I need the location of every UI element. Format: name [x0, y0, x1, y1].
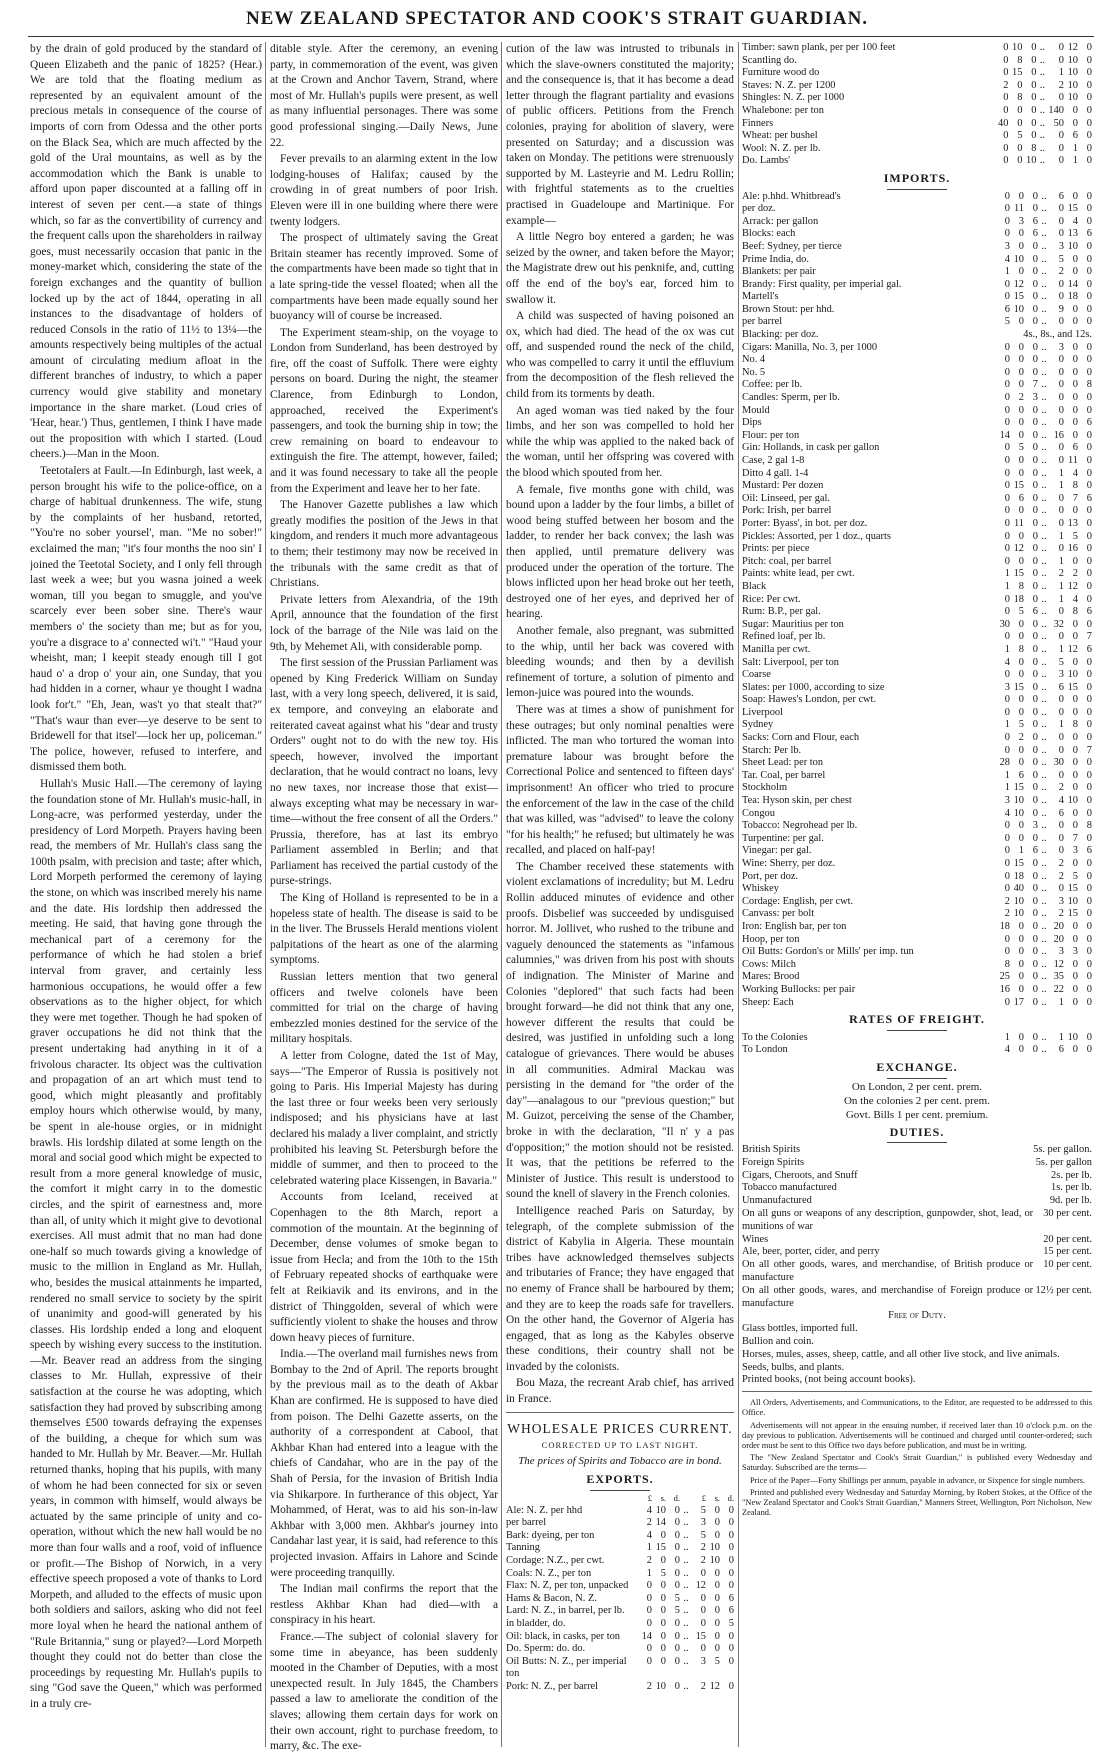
article-paragraph: A child was suspected of having poisoned an ox, which had died. The head of the ox was cut off, and suspended round the neck of the child, who was compelled to carry it until the effluvium from the decomposition of the flesh relieved the child from its torments by death. — [506, 310, 734, 401]
price-row: Brown Stout: per hhd. 6 10 0 .. 9 0 0 — [742, 303, 1092, 315]
price-row: Cordage: N.Z., per cwt. 2 0 0 .. 2 10 0 — [506, 1555, 734, 1566]
price-row: Cigars: Manilla, No. 3, per 1000 0 0 0 .. 3 0 0 — [742, 341, 1092, 353]
price-row: Cordage: English, per cwt. 2 10 0 .. 3 10 0 — [742, 895, 1092, 907]
article-paragraph: Fever prevails to an alarming extent in the low lodging-houses of Halifax; caused by the crowding in of great numbers of poor Irish. Eleven were ill in one building where there were twenty lodgers. — [270, 153, 498, 228]
price-row: Hams & Bacon, N. Z. 0 0 5 .. 0 0 6 — [506, 1592, 734, 1604]
price-row: Tanning 1 15 0 .. 2 10 0 — [506, 1542, 734, 1554]
column-4 — [742, 42, 1092, 1520]
notice-paragraph: The "New Zealand Spectator and Cook's Strait Guardian," is published every Wednesday and Saturday. Subscribed are the terms— — [742, 1453, 1092, 1473]
exports-table — [506, 1492, 734, 1694]
column-divider — [738, 42, 739, 1747]
imports-heading: IMPORTS. — [742, 171, 1092, 190]
units-header: £ s. d. £ s. d. — [647, 1493, 734, 1504]
price-row: Mould 0 0 0 .. 0 0 0 — [742, 404, 1092, 416]
price-row: Sugar: Mauritius per ton 30 0 0 .. 32 0 0 — [742, 618, 1092, 630]
price-row: per barrel 5 0 0 .. 0 0 0 — [742, 316, 1092, 328]
price-row: Pitch: coal, per barrel 0 0 0 .. 1 0 0 — [742, 555, 1092, 567]
price-row: Timber: sawn plank, per per 100 feet 0 10 0 .. 0 12 0 — [742, 42, 1092, 53]
price-row: Brandy: First quality, per imperial gal. 0 12 0 .. 0 14 0 — [742, 278, 1092, 290]
price-row: Ale: p.hhd. Whitbread's 0 0 0 .. 6 0 0 — [742, 190, 1092, 202]
duty-row: On all other goods, wares, and merchandise, of British produce or manufacture 10 per cent. — [742, 1259, 1092, 1284]
price-row: Wine: Sherry, per doz. 0 15 0 .. 2 0 0 — [742, 858, 1092, 869]
price-row: Manilla per cwt. 1 8 0 .. 1 12 6 — [742, 643, 1092, 655]
prices-title: WHOLESALE PRICES CURRENT. — [507, 1420, 733, 1436]
column-3 — [506, 42, 734, 1694]
price-row: Whiskey 0 40 0 .. 0 15 0 — [742, 883, 1092, 895]
article-paragraph: A female, five months gone with child, was bound upon a ladder by the four limbs, a billet of wood being stuffed between her bosom and the ladder, to render her back convex; the lash was then applied, until premature delivery was produced under the operation of the torture. The blows inflicted upon her head broke out her teeth, destroyed one of her eyes, and deprived her of hearing. — [506, 483, 734, 621]
article-paragraph: Teetotalers at Fault.—In Edinburgh, last week, a person brought his wife to the police-office, on a charge of habitual drunkenness. The wife, stung by the complaints of her husband, retorted, "You're no sober yoursel', man. "Me no sober!" exclaimed the man; "it's four months the noo sin' I joined the Teetotal Society, and I only fell through last week a wee; but you wasna joined a week woman, till you began to smuggle, and you've scarcely ever been sober sine. There's waur members o' the society than me; but as for you, you're a disgrace to a' connected wi't." "Haud your wheisht, man; I keepit steady enough till I got haud o' a drop o' your ain, one Sunday, that you had hidden in a corner, whaur ye thought I wadna look for't." "Eh, Jean, was't yo that stealt that?" "That's waur than ever—ye deserve to be sent to Bridewell for that itsel'—lock her up, policeman." The police, however, refused to interfere, and dismissed them both. — [30, 465, 262, 774]
price-row: Soap: Hawes's London, per cwt. 0 0 0 .. 0 0 0 — [742, 694, 1092, 706]
price-row: Blacking: per doz. 4s., 8s., and 12s. — [742, 329, 1092, 341]
duty-row: Cigars, Cheroots, and Snuff 2s. per lb. — [742, 1169, 1092, 1181]
column-2 — [270, 42, 498, 1756]
price-row: Porter: Byass', in bot. per doz. 0 11 0 .. 0 13 0 — [742, 517, 1092, 529]
price-row: Flour: per ton 14 0 0 .. 16 0 0 — [742, 429, 1092, 441]
duty-row: Unmanufactured 9d. per lb. — [742, 1195, 1092, 1207]
duty-row: Wines 20 per cent. — [742, 1233, 1092, 1245]
article-paragraph: ditable style. After the ceremony, an evening party, in commemoration of the event, was given at the Crown and Anchor Tavern, Strand, where most of Mr. Hullah's pupils were present, as well as many influential personages. There was some good professional singing.—Daily News, June 22. — [270, 43, 498, 149]
price-row: Ditto 4 gall. 1-4 0 0 0 .. 1 4 0 — [742, 467, 1092, 479]
prices-note: The prices of Spirits and Tobacco are in bond. — [518, 1454, 722, 1467]
article-paragraph: Russian letters mention that two general officers and twelve colonels have been committed for trial on the charge of having embezzled monies destined for the service of the military hospitals. — [270, 971, 498, 1046]
price-row: Tar. Coal, per barrel 1 6 0 .. 0 0 0 — [742, 769, 1092, 781]
duty-row: Bullion and coin. — [742, 1336, 814, 1348]
price-row: per doz. 0 11 0 .. 0 15 0 — [742, 203, 1092, 215]
duty-row: Printed books, (not being account books). — [742, 1374, 916, 1386]
price-row: Tea: Hyson skin, per chest 3 10 0 .. 4 10 0 — [742, 795, 1092, 807]
price-row: Oil Butts: Gordon's or Mills' per imp. tun 0 0 0 .. 3 3 0 — [742, 946, 1092, 958]
freight-heading: RATES OF FREIGHT. — [742, 1012, 1092, 1031]
price-row: Iron: English bar, per ton 18 0 0 .. 20 0 0 — [742, 920, 1092, 932]
price-row: Flax: N. Z, per ton, unpacked 0 0 0 .. 12 0 0 — [506, 1580, 734, 1592]
article-paragraph: Hullah's Music Hall.—The ceremony of laying the foundation stone of Mr. Hullah's music-hall, in Long-acre, was performed yesterday, under the presidency of Lord Morpeth. Prayers having been read, the members of Mr. Hullah's class sang the 100th psalm, with precision and taste; after which, Lord Morpeth performed the ceremony of laying the stone, on which was inscribed merely his name and the date. His lordship then addressed the meeting. He said, that having gone through the mechanical part of a ceremony for the performance of which he had stolen a brief interval from graver, and certainly less harmonious occupations, he would offer a few observations as to the higher object, for which they were met together. Though he had spoken of graver occupations he did not think that the present undertaking had anything in it of a frivolous character. Its object was the cultivation and propagation of an art which must tend to good, which might pleasantly and profitably employ hours which otherwise would, by many, be spent in ale-house orgies, or in midnight brawls. His lordship dilated at some length on the moral and social good which might be expected to result from a more general knowledge of music, the comfort it might carry in to the domestic circles, and the spirit of earnestness and, more than all, of unity which it might give to devotional exercises. All must admit that no man had done one-half so much towards giving a knowledge of music to the million in England as Mr. Hullah, who, besides the musical attainments he imparted, rendered no small service to society by the spirit of unanimity and good-will generated by his classes. His lordship ended a long and eloquent speech by wishing every success to the institution.—Mr. Beaver read an address from the singing classes to Mr. Hullah, expressive of their satisfaction at the course he was adopting, which satisfaction they had proved by subscribing among themselves £500 towards defraying the expenses of the building, a cheque for which sum was handed to Mr. Hullah by Mr. Beaver.—Mr. Hullah returned thanks, hoping that his pupils, with many of whom he had been connected for six or seven years, in common with himself, would always be actuated by the same principle of unity and co-operation, without which the new hall would be no more than four walls and a roof, void of influence or profit.—The Bishop of Norwich, in a very effective speech proposed a vote of thanks to Lord Morpeth, and alluded to the effects of music upon both soldiers and sailors, asking who did not feel more loyal when he heard the national anthem of "Rule Britannia," sung or played?—Lord Morpeth thought they could not do better than close the proceedings by requesting Mr. Hullah's pupils to sing "God save the Queen," which was performed in a truly cre- — [30, 777, 262, 1710]
publisher-notes — [742, 1398, 1092, 1518]
duties-heading: DUTIES. — [742, 1125, 1092, 1144]
price-row: Black 1 8 0 .. 1 12 0 — [742, 580, 1092, 592]
article-paragraph: India.—The overland mail furnishes news from Bombay to the 2nd of April. The reports brought by the previous mail as to the death of Akbar Khan are confirmed. He is supposed to have died from poison. The Delhi Gazette asserts, on the authority of a correspondent at Cabool, that Akhbar Khan had entered into a league with the chiefs of Candahar, who are in the pay of the Shah of Persia, for the invasion of British India via Shikarpore. In furtherance of this object, Yar Mohammed, of Herat, was to aid his son-in-law Akhbar with 3,000 men. Akhbar's journey into Candahar last year, it is said, had reference to this projected invasion. Affairs in Lahore and Scinde were proceeding tranquilly. — [270, 1348, 498, 1579]
duty-row: On all other goods, wares, and merchandise of Foreign produce or manufacture 12½ per cent. — [742, 1284, 1092, 1309]
price-row: Turpentine: per gal. 0 0 0 .. 0 7 0 — [742, 832, 1092, 844]
price-row: Oil: black, in casks, per ton 14 0 0 .. 15 0 0 — [506, 1630, 734, 1642]
price-row: Coarse 0 0 0 .. 3 10 0 — [742, 669, 1092, 681]
price-row: No. 4 0 0 0 .. 0 0 0 — [742, 354, 1092, 366]
price-row: Scantling do. 0 8 0 .. 0 10 0 — [742, 54, 1092, 66]
price-row: Coals: N. Z., per ton 1 5 0 .. 0 0 0 — [506, 1567, 734, 1579]
imports-table — [742, 191, 1092, 1010]
price-row: Hoop, per ton 0 0 0 .. 20 0 0 — [742, 933, 1092, 945]
price-row: Sheep: Each 0 17 0 .. 1 0 0 — [742, 996, 1092, 1008]
price-row: Wool: N. Z. per lb. 0 0 8 .. 0 1 0 — [742, 142, 1092, 154]
notice-paragraph: Printed and published every Wednesday and Saturday Morning, by Robert Stokes, at the Office of the "New Zealand Spectator and Cook's Strait Guardian," Manners Street, Wellington, Port Nicholson, New Zealand. — [742, 1487, 1092, 1518]
price-row: Oil Butts: N. Z., per imperial ton 0 0 0 .. 3 5 0 — [506, 1655, 734, 1680]
price-row: Sydney 1 5 0 .. 1 8 0 — [742, 719, 1092, 731]
article-paragraph: Bou Maza, the recreant Arab chief, has arrived in France. — [506, 1377, 734, 1406]
price-row: Prime India, do. 4 10 0 .. 5 0 0 — [742, 253, 1092, 265]
price-row: Ale: N. Z. per hhd 4 10 0 .. 5 0 0 — [506, 1504, 734, 1516]
header-rule — [28, 36, 1094, 37]
article-paragraph: The prospect of ultimately saving the Great Britain steamer has recently improved. Some of the compartments have been made so tight that in a late spring-tide the vessel floated; when all the compartments have been made equally sound her buoyancy will of course be increased. — [270, 232, 498, 323]
price-row: Whalebone: per ton 0 0 0 .. 140 0 0 — [742, 104, 1092, 116]
price-row: per barrel 2 14 0 .. 3 0 0 — [506, 1517, 734, 1529]
duty-row: Seeds, bulbs, and plants. — [742, 1361, 845, 1373]
exports-heading: EXPORTS. — [506, 1472, 734, 1491]
article-paragraph: The Chamber received these statements with violent exclamations of incredulity; but M. Ledru Rollin adduced minutes of evidence and other proofs. Disbelief was succeeded by undisguised horror. M. Jollivet, who rushed to the tribune and vaguely denounced the statements as "infamous calumnies," was driven from his post with shouts of indignation. The Minister of Marine and Colonies "deplored" that such facts had been brought forward—he did not think that any one, however different the results that could be desired, was justified in unfolding such a long catalogue of grievances. There would be abuses in all communities. Admiral Mackau was persisting in the demand for "the order of the day"—analagous to our "previous question;" but M. Guizot, perceiving the sense of the Chamber, broke in with the declaration, "Il n' y a pas d'opposition;" the motion should not be resisted. It was, that the petitions be referred to the Minister of Justice. This result is understood to sound the knell of slavery in the French colonies. — [506, 860, 734, 1201]
price-row: Liverpool 0 0 0 .. 0 0 0 — [742, 706, 1092, 718]
price-row: To London 4 0 0 .. 6 0 0 — [742, 1044, 1092, 1056]
price-row: Martell's 0 15 0 .. 0 18 0 — [742, 291, 1092, 303]
masthead-title: NEW ZEALAND SPECTATOR AND COOK'S STRAIT GUARDIAN. — [245, 8, 869, 29]
article-paragraph: An aged woman was tied naked by the four limbs, and her son was compelled to hold her while the whip was applied to the naked back of the woman, until her offspring was covered with the blood which spouted from her. — [506, 404, 734, 480]
duty-row: Foreign Spirits 5s. per gallon — [742, 1156, 1092, 1168]
price-row: To the Colonies 1 0 0 .. 1 10 0 — [742, 1031, 1092, 1043]
article-paragraph: cution of the law was intrusted to tribunals in which the slave-owners constituted the majority; and the consequence is, that it has become a dead letter through the flagrant partiality and evasions of public officers. Petitions from the French colonies, praying for abolition of slavery, were presented on Saturday; and a discussion was taken on Monday. The petitions were strenuously supported by M. Lasteyrie and M. Ledru Rollin; with frightful statements as to the cruelties practised in Guadeloupe and Martinique. For example— — [506, 43, 734, 227]
price-row: Blocks: each 0 0 6 .. 0 13 6 — [742, 228, 1092, 240]
prices-subtitle: CORRECTED UP TO LAST NIGHT. — [541, 1440, 699, 1451]
price-row: Pickles: Assorted, per 1 doz., quarts 0 0 0 .. 1 5 0 — [742, 530, 1092, 542]
price-row: Do. Sperm: do. do. 0 0 0 .. 0 0 0 — [506, 1643, 734, 1655]
duties-table — [742, 1144, 1092, 1387]
price-row: No. 5 0 0 0 .. 0 0 0 — [742, 366, 1092, 378]
price-row: Candles: Sperm, per lb. 0 2 3 .. 0 0 0 — [742, 392, 1092, 404]
price-row: Wheat: per bushel 0 5 0 .. 0 6 0 — [742, 130, 1092, 142]
price-row: Sacks: Corn and Flour, each 0 2 0 .. 0 0 0 — [742, 732, 1092, 744]
price-row: Vinegar: per gal. 0 1 6 .. 0 3 6 — [742, 845, 1092, 857]
article-paragraph: A letter from Cologne, dated the 1st of May, says—"The Emperor of Russia is positively not going to Paris. His Imperial Majesty has during the last three or four weeks been very seriously indisposed; and his physicians have at last declared his malady a liver complaint, and strictly prohibited his leaving St. Petersburgh before the middle of summer, and then to proceed to the celebrated watering place Kissengen, in Bavaria." — [270, 1050, 498, 1187]
article-paragraph: Accounts from Iceland, received at Copenhagen to the 8th March, report a commotion of the mountain. At the beginning of December, dense volumes of smoke began to issue from Hecla; and from the 10th to the 15th of February repeated shocks of earthquake were felt at Reikiavik and its environs, and in the district of Thinggolden, several of which were sufficiently violent to shake the houses and throw down heavy pieces of furniture. — [270, 1191, 498, 1344]
price-row: Finners 40 0 0 .. 50 0 0 — [742, 117, 1092, 129]
price-row: Do. Lambs' 0 0 10 .. 0 1 0 — [742, 155, 1092, 167]
price-row: Salt: Liverpool, per ton 4 0 0 .. 5 0 0 — [742, 656, 1092, 668]
duty-row: Horses, mules, asses, sheep, cattle, and all other live stock, and live animals. — [742, 1348, 1060, 1360]
price-row: Rice: Per cwt. 0 18 0 .. 1 4 0 — [742, 593, 1092, 605]
price-row: Tobacco: Negrohead per lb. 0 0 3 .. 0 0 8 — [742, 820, 1092, 832]
price-row: Stockholm 1 15 0 .. 2 0 0 — [742, 782, 1092, 794]
price-row: Canvass: per bolt 2 10 0 .. 2 15 0 — [742, 908, 1092, 920]
exports-table-continued — [742, 42, 1092, 168]
price-row: Staves: N. Z. per 1200 2 0 0 .. 2 10 0 — [742, 79, 1092, 91]
price-row: Lard: N. Z., in barrel, per lb. 0 0 5 .. 0 0 6 — [506, 1605, 734, 1617]
duty-row: Glass bottles, imported full. — [742, 1323, 858, 1335]
article-paragraph: Intelligence reached Paris on Saturday, by telegraph, of the complete submission of the district of Kabylia in Algeria. These mountain tribes have acknowledged themselves subjects and tributaries of France; they have engaged that no enemy of France shall be harboured by them; and they are to keep the roads safe for travellers. On the other hand, the Governor of Algeria has engaged, that as long as the Kabyles observe these conditions, their country shall not be invaded by the colonists. — [506, 1204, 734, 1373]
article-paragraph: There was at times a show of punishment for these outrages; but only nominal penalties were inflicted. The man who tortured the woman into premature labour was brought before the Correctional Police and sentenced to fifteen days' imprisonment! An officer who tried to procure the enforcement of the law in the case of the child that was killed, was "advised" to leave the colony "for his health;" he refused; but ultimately he was recalled, and placed on half-pay! — [506, 703, 734, 857]
article-paragraph: Private letters from Alexandria, of the 19th April, announce that the foundation of the first lock of the barrage of the Nile was laid on the 9th, by Mehemet Ali, with considerable pomp. — [270, 593, 498, 653]
article-paragraph: The first session of the Prussian Parliament was opened by King Frederick William on Sunday last, with a very long speech, delivered, it is said, ex tempore, and conveying an elaborate and reiterated caveat against what his "dear and trusty Orders" ought not to do with the new toy. His speech, however, involved the important declaration, that he would contract no loans, levy no new taxes, nor increase those that exist—always excepting what may be necessary in war-time—without the free consent of all the Orders." Prussia, therefore, has at last its embryo Parliament assembled in Berlin; and that Parliament has received the partial custody of the purse-strings. — [270, 657, 498, 888]
price-row: Rum: B.P., per gal. 0 5 6 .. 0 8 6 — [742, 606, 1092, 618]
article-paragraph: Another female, also pregnant, was submitted to the whip, until her back was covered with bleeding wounds; and then by a devilish refinement of torture, a solution of pimento and lemon-juice was poured into the wounds. — [506, 624, 734, 700]
article-paragraph: The Experiment steam-ship, on the voyage to London from Sunderland, has been destroyed by fire, off the coast of Suffolk. There were eighty persons on board. During the night, the steamer Clarence, from Edinburgh to London, approached, received the Experiment's passengers, and took the burning ship in tow; the crew remaining on board to endeavour to extinguish the fire. The attempt, however, failed; and it was found necessary to take all the people from the Experiment and leave her to her fate. — [270, 326, 498, 495]
article-paragraph: The King of Holland is represented to be in a hopeless state of health. The disease is said to be in the liver. The Brussels Herald mentions violent palpitations of the heart as one of the alarming symptoms. — [270, 892, 498, 967]
price-row: Working Bullocks: per pair 16 0 0 .. 22 0 0 — [742, 983, 1092, 995]
exchange-rate: On the colonies 2 per cent. prem. — [843, 1094, 990, 1107]
exchange-rate: Govt. Bills 1 per cent. premium. — [845, 1108, 989, 1121]
price-row: Bark: dyeing, per ton 4 0 0 .. 5 0 0 — [506, 1529, 734, 1541]
duty-row: Free of Duty. — [888, 1310, 946, 1322]
price-row: Blankets: per pair 1 0 0 .. 2 0 0 — [742, 266, 1092, 278]
duty-row: British Spirits 5s. per gallon. — [742, 1144, 1092, 1156]
exchange-list — [742, 1080, 1092, 1122]
price-row: Case, 2 gal 1-8 0 0 0 .. 0 11 0 — [742, 455, 1092, 466]
price-row: Mares: Brood 25 0 0 .. 35 0 0 — [742, 971, 1092, 983]
price-row: Prints: per piece 0 12 0 .. 0 16 0 — [742, 543, 1092, 555]
notice-paragraph: All Orders, Advertisements, and Communications, to the Editor, are requested to be addressed to this Office. — [742, 1398, 1092, 1418]
column-1 — [30, 42, 262, 1714]
price-row: Port, per doz. 0 18 0 .. 2 5 0 — [742, 870, 1092, 882]
article-paragraph: France.—The subject of colonial slavery for some time in abeyance, has been suddenly mooted in the Chamber of Deputies, with a most unexpected result. In July 1845, the Chambers passed a law to ameliorate the condition of the slaves; allowing them certain days for work on their own account, right to purchase freedom, to marry, &c. The exe- — [270, 1630, 498, 1753]
exchange-rate: On London, 2 per cent. prem. — [851, 1080, 983, 1093]
price-row: Mustard: Per dozen 0 15 0 .. 1 8 0 — [742, 480, 1092, 492]
notice-paragraph: Advertisements will not appear in the ensuing number, if received later than 10 o'clock p.m. on the day previous to publication. Advertisements will be continued and charged until counter-ordered; such order must be sent to this Office two days before publication, and must be in writing. — [742, 1420, 1092, 1451]
price-row: Cows: Milch 8 0 0 .. 12 0 0 — [742, 958, 1092, 970]
price-row: Paints: white lead, per cwt. 1 15 0 .. 2 2 0 — [742, 568, 1092, 580]
price-row: Oil: Linseed, per gal. 0 6 0 .. 0 7 6 — [742, 492, 1092, 504]
price-row: Gin: Hollands, in cask per gallon 0 5 0 .. 0 6 0 — [742, 442, 1092, 454]
article-paragraph: by the drain of gold produced by the standard of Queen Elizabeth and the panic of 1825? (Hear.) We are told that the floating medium as represented by an equivalent amount of the precious metals in consequence of the course of imports of corn from Odessa and the other ports on the Black Sea, which are much affected by the gold of the Ural mountains, as well as by the accommodation which the Bank is unable to afford upon paper discounted at a falling off in interest of seven per cent.—a state of things which, so far as the convertibility of currency and the frequent calls upon the shareholders in railway goes, must necessarily occasion that panic in the money-market which, considering the state of the foreign exchanges and the quantity of bullion locked up by the act of 1844, operating in all instances to the disadvantage of holders of reduced Consols in the ratio of 11½ to 13¼—the amounts respectively being multiples of the actual amount of circulating medium afloat in the different branches of industry, to which a paper currency would give stability and monetary importance in the share market. (Loud cries of 'Hear, hear.') Thus, gentlemen, I think I have made out the proposition with which I started. (Loud cheers.)—Man in the Moon. — [30, 43, 262, 461]
column-divider — [265, 42, 266, 1747]
price-row: Pork: N. Z., per barrel 2 10 0 .. 2 12 0 — [506, 1680, 734, 1692]
exchange-heading: EXCHANGE. — [742, 1060, 1092, 1079]
price-row: Arrack: per gallon 0 3 6 .. 0 4 0 — [742, 215, 1092, 227]
duty-row: Ale, beer, porter, cider, and perry 15 per cent. — [742, 1246, 1092, 1258]
price-row: Beef: Sydney, per tierce 3 0 0 .. 3 10 0 — [742, 240, 1092, 252]
article-paragraph: The Hanover Gazette publishes a law which greatly modifies the position of the Jews in that kingdom, and renders it much more advantageous to them; their testimony may now be received in the tribunals with the same credit as that of Christians. — [270, 499, 498, 590]
article-paragraph: The Indian mail confirms the report that the restless Akhbar Khan had died—with a conspiracy in his heart. — [270, 1583, 498, 1627]
price-row: Furniture wood do 0 15 0 .. 1 10 0 — [742, 67, 1092, 79]
price-row: Congou 4 10 0 .. 6 0 0 — [742, 807, 1092, 819]
price-row: Dips 0 0 0 .. 0 0 6 — [742, 417, 1092, 429]
freight-table — [742, 1032, 1092, 1057]
price-row: Sheet Lead: per ton 28 0 0 .. 30 0 0 — [742, 757, 1092, 769]
duty-row: On all guns or weapons of any description, gunpowder, shot, lead, or munitions of war 30 per cent. — [742, 1208, 1092, 1232]
notice-paragraph: Price of the Paper—Forty Shillings per annum, payable in advance, or Sixpence for single numbers. — [750, 1475, 1086, 1485]
column-3-articles — [506, 42, 734, 1408]
price-row: in bladder, do. 0 0 0 .. 0 0 5 — [506, 1617, 734, 1629]
price-row: Starch: Per lb. 0 0 0 .. 0 0 7 — [742, 744, 1092, 756]
duty-row: Tobacco manufactured 1s. per lb. — [742, 1182, 1092, 1194]
price-row: Slates: per 1000, according to size 3 15 0 .. 6 15 0 — [742, 681, 1092, 693]
price-row: Coffee: per lb. 0 0 7 .. 0 0 8 — [742, 379, 1092, 391]
column-divider — [501, 42, 502, 1747]
article-paragraph: A little Negro boy entered a garden; he was seized by the owner, and taken before the Mayor; the Magistrate drew out his penknife, and, cutting off the end of the boy's ear, forced him to swallow it. — [506, 231, 734, 306]
price-row: Shingles: N. Z. per 1000 0 8 0 .. 0 10 0 — [742, 92, 1092, 104]
price-row: Refined loaf, per lb. 0 0 0 .. 0 0 7 — [742, 631, 1092, 643]
price-row: Pork: Irish, per barrel 0 0 0 .. 0 0 0 — [742, 505, 1092, 517]
